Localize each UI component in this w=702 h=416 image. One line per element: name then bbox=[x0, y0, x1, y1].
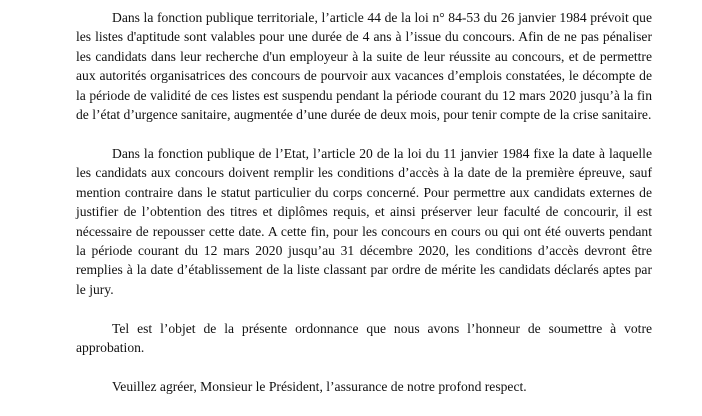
paragraph-salutation: Veuillez agréer, Monsieur le Président, l’assurance de notre profond respect. bbox=[112, 379, 527, 395]
paragraph-etat: Dans la fonction publique de l’Etat, l’article 20 de la loi du 11 janvier 1984 fixe la date à laquelle les candidats aux concours doivent remplir les conditions d’accès à la date de la première épreuve, sauf mention contraire dans le statut particulier du corps concerné. Pour permettre aux candidats externes de justifier de l’obtention des titres et diplômes requis, et ainsi préserver leur faculté de concourir, il est nécessaire de repousser cette date. A cette fin, pour les concours en cours ou qui ont été ouverts pendant la période courant du 12 mars 2020 jusqu’au 31 décembre 2020, les conditions d’accès devront être remplies à la date d’établissement de la liste classant par ordre de mérite les candidats déclarés aptes par le jury. bbox=[76, 146, 652, 297]
document-body bbox=[76, 8, 652, 397]
paragraph-objet: Tel est l’objet de la présente ordonnance que nous avons l’honneur de soumettre à votre approbation. bbox=[76, 320, 652, 356]
paragraph-territoriale: Dans la fonction publique territoriale, l’article 44 de la loi n° 84-53 du 26 janvier 1984 prévoit que les listes d'aptitude sont valables pour une durée de 4 ans à l’issue du concours. Afin de ne pas pénaliser les candidats dans leur recherche d'un employeur à la suite de leur réussite au concours, et de permettre aux autorités organisatrices des concours de pourvoir aux vacances d’emplois constatées, le décompte de la période de validité de ces listes est suspendu pendant la période courant du 12 mars 2020 jusqu’à la fin de l’état d’urgence sanitaire, augmentée d’une durée de deux mois, pour tenir compte de la crise sanitaire. bbox=[76, 10, 652, 123]
